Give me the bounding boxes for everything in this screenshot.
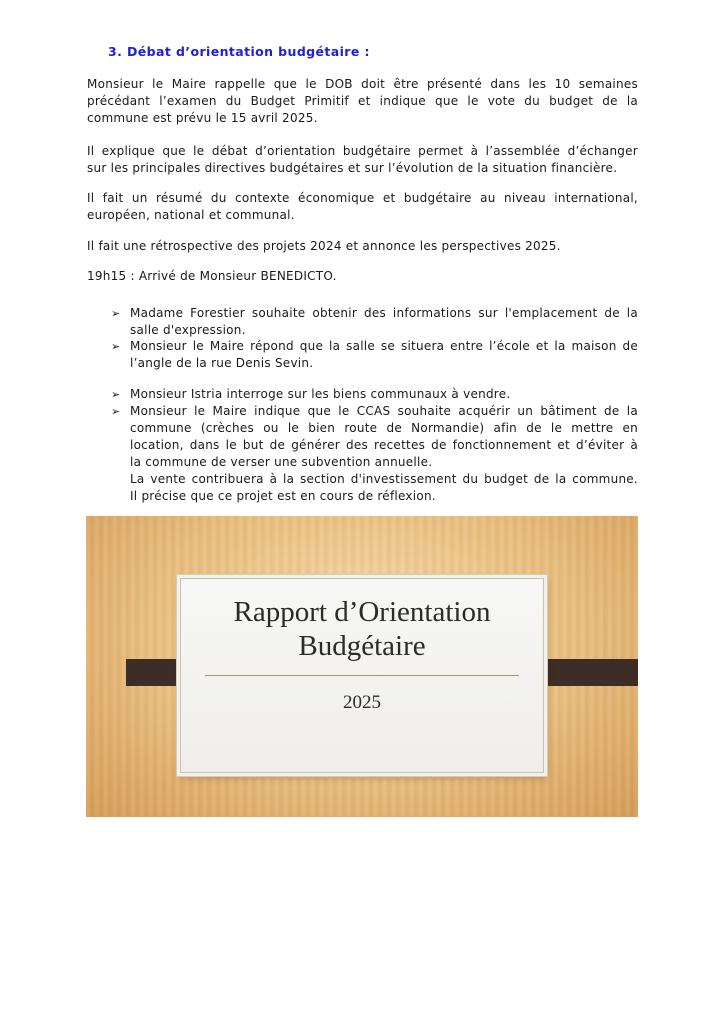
- paragraph-line: 19h15 : Arrivé de Monsieur BENEDICTO.: [87, 269, 337, 283]
- paragraph-debat-explanation: [87, 143, 638, 177]
- paragraph-context-summary: [87, 190, 638, 224]
- bullet-line: Madame Forestier souhaite obtenir des informations sur l'emplacement de la: [130, 306, 638, 320]
- paragraph-arrival-note: [87, 268, 638, 285]
- bullet-line: la commune de verser une subvention annuelle.: [130, 455, 433, 469]
- paragraph-line: Il explique que le débat d’orientation budgétaire permet à l’assemblée d’échanger: [87, 144, 638, 158]
- paragraph-dob-presentation: [87, 76, 638, 127]
- bullet-line: La vente contribuera à la section d'investissement du budget de la commune.: [130, 472, 638, 486]
- slide-year: 2025: [343, 692, 381, 713]
- bullet-line: Il précise que ce projet est en cours de réflexion.: [130, 489, 436, 503]
- bullet-line: location, dans le but de générer des recettes de fonctionnement et d’éviter à: [130, 438, 638, 452]
- paragraph-retrospective: [87, 238, 638, 255]
- arrow-bullet-icon: ➢: [111, 405, 121, 418]
- arrow-bullet-icon: ➢: [111, 388, 121, 401]
- arrow-bullet-icon: ➢: [111, 307, 121, 320]
- slide-image: [86, 516, 638, 817]
- paragraph-line: précédant l’examen du Budget Primitif et indique que le vote du budget de la: [87, 94, 638, 108]
- bullet-line: commune (crèches ou le bien route de Normandie) afin de le mettre en: [130, 421, 638, 435]
- paragraph-line: Il fait un résumé du contexte économique et budgétaire au niveau international,: [87, 191, 638, 205]
- bullet-line: l’angle de la rue Denis Sevin.: [130, 356, 314, 370]
- paragraph-line: sur les principales directives budgétaires et sur l’évolution de la situation financière.: [87, 161, 618, 175]
- slide-title: [181, 595, 543, 663]
- bullet-line: Monsieur Istria interroge sur les biens communaux à vendre.: [130, 387, 511, 401]
- slide-title-line2: Budgétaire: [298, 630, 426, 662]
- section-heading: 3. Débat d’orientation budgétaire :: [108, 44, 370, 59]
- slide-divider: [205, 675, 519, 676]
- paragraph-line: Monsieur le Maire rappelle que le DOB doit être présenté dans les 10 semaines: [87, 77, 638, 91]
- slide-title-line1: Rapport d’Orientation: [233, 596, 491, 628]
- paragraph-line: Il fait une rétrospective des projets 2024 et annonce les perspectives 2025.: [87, 239, 561, 253]
- bullet-line: Monsieur le Maire répond que la salle se situera entre l’école et la maison de: [130, 339, 638, 353]
- bullet-line: salle d'expression.: [130, 323, 246, 337]
- paragraph-line: européen, national et communal.: [87, 208, 295, 222]
- arrow-bullet-icon: ➢: [111, 340, 121, 353]
- paragraph-line: commune est prévu le 15 avril 2025.: [87, 111, 318, 125]
- slide-title-card: [180, 578, 544, 773]
- bullet-line: Monsieur le Maire indique que le CCAS souhaite acquérir un bâtiment de la: [130, 404, 638, 418]
- slide-band-right: [529, 659, 638, 686]
